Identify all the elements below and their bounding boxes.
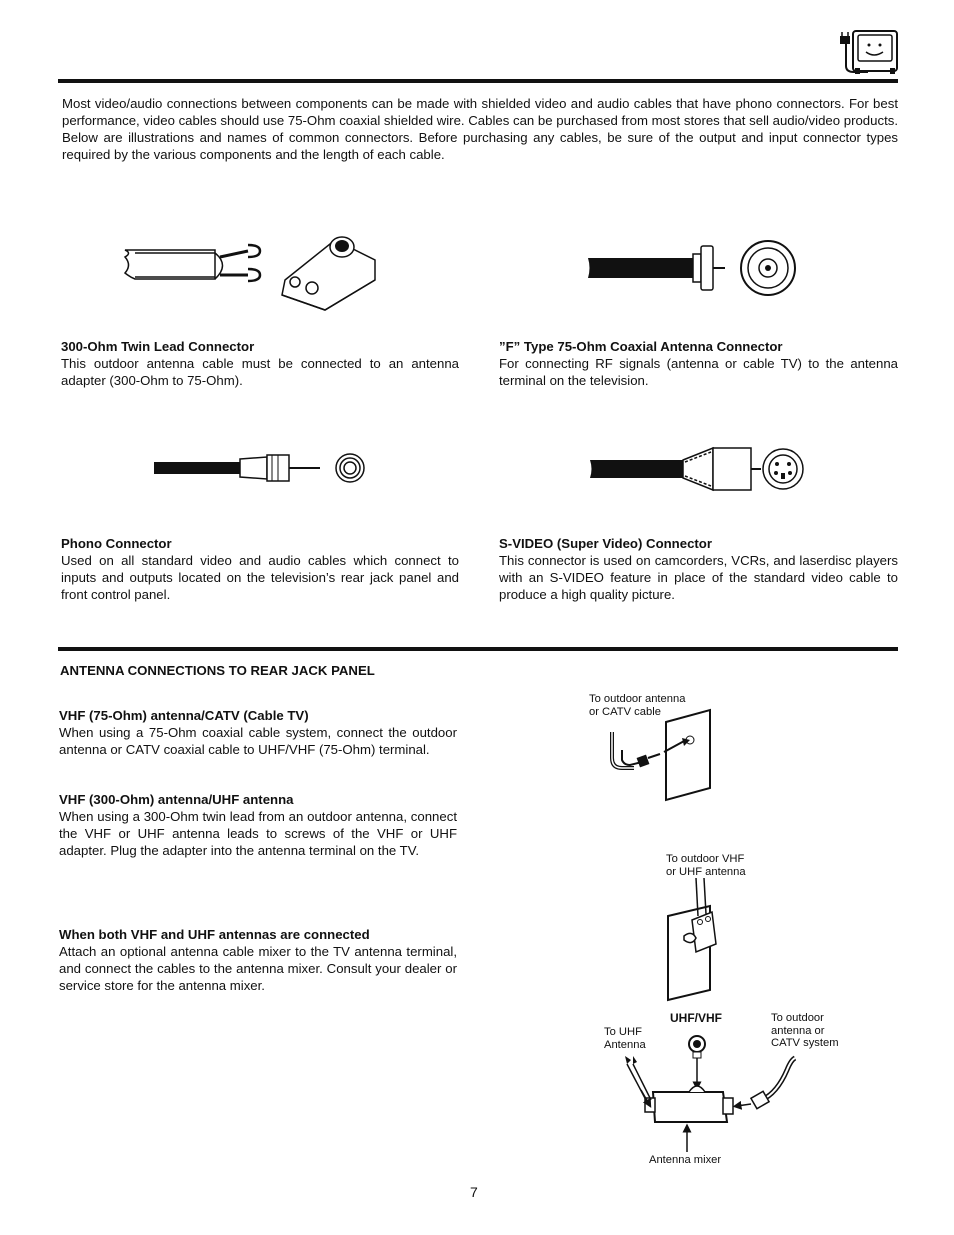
f-type-connector-illustration [585,238,800,303]
to-uhf-line2: Antenna [604,1038,646,1051]
vhf75-text: When using a 75-Ohm coaxial cable system, connect the outdoor antenna or CATV coaxial cable to UHF/VHF (75-Ohm) terminal. [59,725,457,757]
vhf300-text: When using a 300-Ohm twin lead from an outdoor antenna, connect the VHF or UHF antenna leads to screws of the VHF or UHF adapter. Plug the adapter into the antenna terminal on the TV. [59,809,457,858]
vhf300-caption [59,791,457,859]
phono-connector-illustration [152,450,367,490]
to-uhf-line1: To UHF [604,1026,642,1038]
phono-text: Used on all standard video and audio cables which connect to inputs and outputs located on the television’s rear jack panel and front control panel. [61,553,459,602]
antenna-heading: ANTENNA CONNECTIONS TO REAR JACK PANEL [60,663,375,678]
twin-lead-panel-diagram [660,878,730,1003]
uhfvhf-label: UHF/VHF [670,1011,722,1025]
twin-lead-title: 300-Ohm Twin Lead Connector [61,339,255,354]
phono-caption [61,535,459,603]
vhf75-caption [59,707,457,758]
svideo-caption [499,535,898,603]
coax-panel-diagram [600,710,715,805]
both-caption [59,926,457,994]
twin-label [666,853,746,878]
twin-lead-caption [61,338,459,389]
twin-lead-connector-illustration [120,225,380,315]
mixer-label: Antenna mixer [649,1154,722,1166]
twin-label-line1: To outdoor VHF [666,853,745,865]
to-catv-line3: CATV system [771,1037,839,1049]
both-title: When both VHF and UHF antennas are connected [59,927,370,942]
svideo-text: This connector is used on camcorders, VCRs, and laserdisc players with an S-VIDEO feature in place of the standard video cable to produce a high quality picture. [499,553,898,602]
phono-title: Phono Connector [61,536,172,551]
twin-lead-text: This outdoor antenna cable must be connected to an antenna adapter (300-Ohm to 75-Ohm). [61,356,459,388]
to-catv-line2: antenna or [771,1024,825,1037]
svideo-connector-illustration [588,440,808,495]
tv-connection-icon [838,28,900,76]
section-rule [58,647,898,651]
intro-paragraph: Most video/audio connections between components can be made with shielded video and audio cables that have phono connectors. For best performance, video cables should use 75-Ohm coaxial shielded wire. Cables can be purchased from most stores that sell audio/video products. Below are illustrations and names of common connectors. Before purchasing any cables, be sure of the output and input connector types required by the various components and the length of each cable. [62,96,898,162]
vhf75-title: VHF (75-Ohm) antenna/CATV (Cable TV) [59,708,309,723]
vhf300-title: VHF (300-Ohm) antenna/UHF antenna [59,792,294,807]
twin-label-line2: or UHF antenna [666,865,746,878]
antenna-mixer-diagram [615,1030,800,1155]
page-number: 7 [470,1184,478,1200]
coax-label-line2: or CATV cable [589,705,661,718]
f-type-title: ”F” Type 75-Ohm Coaxial Antenna Connector [499,339,783,354]
svideo-title: S-VIDEO (Super Video) Connector [499,536,712,551]
both-text: Attach an optional antenna cable mixer to the TV antenna terminal, and connect the cables to the antenna mixer. Consult your dealer or service store for the antenna mixer. [59,944,457,993]
to-catv-line1: To outdoor [771,1012,824,1024]
coax-label-line1: To outdoor antenna [589,693,686,705]
top-rule [58,79,898,83]
f-type-text: For connecting RF signals (antenna or cable TV) to the antenna terminal on the television. [499,356,898,388]
f-type-caption [499,338,898,389]
